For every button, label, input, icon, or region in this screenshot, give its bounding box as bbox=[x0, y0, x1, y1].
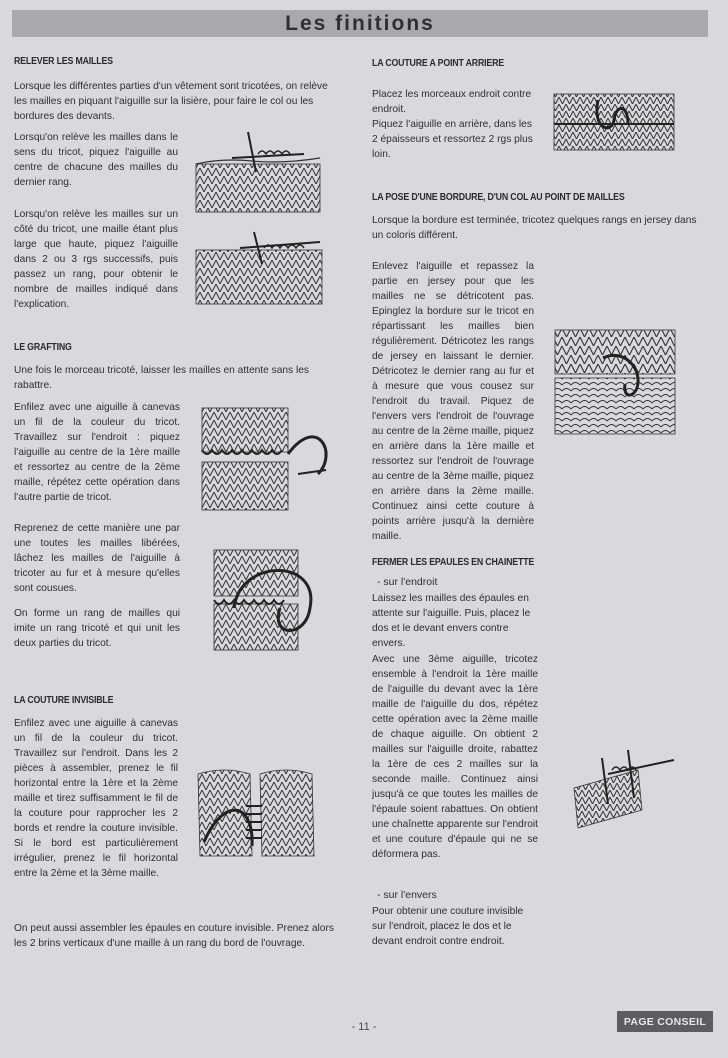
epaules-paragraph-3: Pour obtenir une couture invisible sur l'endroit, placez le dos et le devant endroit contre endroit. bbox=[372, 906, 524, 947]
page-conseil-badge: PAGE CONSEIL bbox=[617, 1011, 713, 1032]
pick-up-stitches-side-illustration bbox=[192, 228, 326, 308]
invisible-seam-illustration bbox=[194, 766, 320, 862]
section-title-grafting: LE GRAFTING bbox=[14, 342, 72, 353]
grafting-illustration-1 bbox=[198, 404, 338, 514]
section-title-invisible: LA COUTURE INVISIBLE bbox=[14, 695, 114, 706]
section-title-bordure: LA POSE D'UNE BORDURE, D'UN COL AU POINT DE MAILLES bbox=[372, 192, 625, 203]
grafting-paragraph-3: On forme un rang de mailles qui imite un rang tricoté et qui unit les deux parties du tricot. bbox=[14, 608, 180, 649]
epaules-subtitle-endroit: - sur l'endroit bbox=[377, 576, 438, 588]
section-title-arriere: LA COUTURE A POINT ARRIERE bbox=[372, 58, 504, 69]
page-number: - 11 - bbox=[351, 1021, 377, 1033]
pick-up-stitches-top-illustration bbox=[192, 128, 324, 214]
shoulder-chain-illustration bbox=[568, 748, 678, 830]
backstitch-illustration bbox=[552, 90, 676, 154]
bordure-paragraph-2: Enlevez l'aiguille et repassez la partie en jersey pour que les mailles ne se détricotent pas. Epinglez la bordure sur le tricot en répartissant les mailles bien régulièrement. Détricotez les rangs de jersey en laissant le dernier. Détricotez le dernier rang au fur et à mesure que vous cousez sur l'endroit du travail. Piquez de l'envers vers l'endroit de l'ouvrage au centre de la 2ème maille, piquez en arrière dans la 1ère maille et ressortez sur l'endroit de l'ouvrage au centre de la 3ème maille, piquez en arrière dans la 2ème maille. Continuez ainsi cette couture à points arrière jusqu'à la dernière maille. bbox=[372, 261, 534, 542]
section-title-relever: RELEVER LES MAILLES bbox=[14, 56, 113, 67]
section-title-epaules: FERMER LES EPAULES EN CHAINETTE bbox=[372, 557, 535, 568]
epaules-paragraph-2: Avec une 3ème aiguille, tricotez ensemble à l'endroit la 1ère maille de l'aiguille du devant avec la 1ère maille de l'aiguille du dos, répétez cette opération avec la 2ème maille de chaque aiguille. On obtient 2 mailles sur l'aiguille droite, rabattez la 1ère de ces 2 mailles sur la seconde maille. Continuez ainsi jusqu'à ce que toutes les mailles de l'épaule soient rabattues. On obtient une chaînette apparente sur l'endroit et une couture d'épaule qui ne se déformera pas. bbox=[372, 654, 538, 860]
epaules-subtitle-envers: - sur l'envers bbox=[377, 889, 437, 901]
relever-paragraph-2: Lorsqu'on relève les mailles sur un côté du tricot, une maille étant plus large que haute, piquez l'aiguille dans 2 ou 3 rgs successifs, puis passez un rang, pour obtenir le nombre de mailles indiqué dans l'explication. bbox=[14, 209, 178, 310]
bordure-paragraph-1: Lorsque la bordure est terminée, tricotez quelques rangs en jersey dans un coloris différent. bbox=[372, 215, 697, 241]
arriere-paragraph-1: Placez les morceaux endroit contre endroit. bbox=[372, 89, 532, 115]
border-stitch-illustration bbox=[553, 328, 677, 436]
grafting-paragraph-1: Enfilez avec une aiguille à canevas un fil de la couleur du tricot. Travaillez sur l'endroit : piquez l'aiguille au centre de la 1ère maille et ressortez au centre de la 2ème maille, répétez cette opération dans l'autre partie de tricot. bbox=[14, 402, 180, 503]
grafting-intro: Une fois le morceau tricoté, laisser les mailles en attente sans les rabattre. bbox=[14, 365, 310, 391]
grafting-illustration-2 bbox=[210, 548, 320, 654]
page-title: Les finitions bbox=[12, 10, 708, 37]
invisible-paragraph-2: On peut aussi assembler les épaules en couture invisible. Prenez alors les 2 brins verticaux d'une maille à un rang du bord de l'ouvrage. bbox=[14, 923, 334, 949]
relever-paragraph-1: Lorsqu'on relève les mailles dans le sens du tricot, piquez l'aiguille au centre de chacune des mailles du dernier rang. bbox=[14, 132, 178, 188]
grafting-paragraph-2: Reprenez de cette manière une par une toutes les mailles libérées, lâchez les mailles de l'aiguille à tricoter au fur et à mesure qu'elles sont cousues. bbox=[14, 523, 180, 594]
epaules-paragraph-1: Laissez les mailles des épaules en attente sur l'aiguille. Puis, placez le dos et le devant envers contre envers. bbox=[372, 593, 531, 649]
relever-intro: Lorsque les différentes parties d'un vêtement sont tricotées, on relève les mailles en piquant l'aiguille sur la lisière, pour faire le col ou les bordures des devants. bbox=[14, 81, 328, 122]
arriere-paragraph-2: Piquez l'aiguille en arrière, dans les 2 épaisseurs et ressortez 2 rgs plus loin. bbox=[372, 119, 533, 160]
invisible-paragraph-1: Enfilez avec une aiguille à canevas un fil de la couleur du tricot. Travaillez sur l'endroit. Dans les 2 pièces à assembler, prenez le fil horizontal entre la 1ère et la 2ème maille et tirez suffisamment le fil de la couture pour rapprocher les 2 bords et rendre la couture invisible. Si le bord est particulièrement irrégulier, prenez le fil horizontal entre la 2ème et la 3ème maille. bbox=[14, 718, 178, 879]
